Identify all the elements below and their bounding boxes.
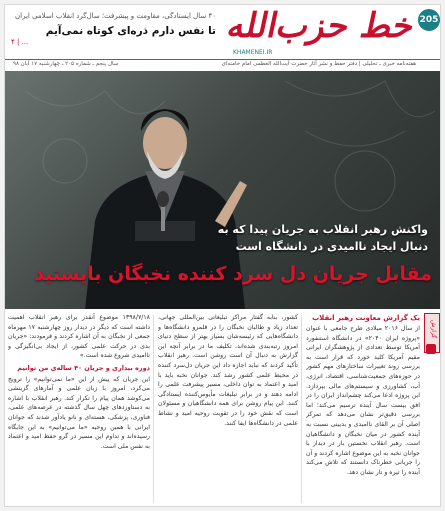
meta-publisher: هفته‌نامه خبری ـ تحلیلی | دفتر حفظ و نشر آثار حضرت آیت‌الله العظمی امام خامنه‌ای	[221, 61, 416, 67]
column-divider	[153, 315, 154, 503]
section-label-text: گزارش	[430, 320, 437, 339]
lead-photo	[5, 71, 441, 309]
column-3-text: ۱۳۹۸/۷/۱۸ موضوع آنقدر برای رهبر انقلاب اهمیت داشته است که دیگر در دیدار روز چهارشنبه ۱۷ مهرماه جمعی از نخبگان به آن اشاره کردند و فرمودند: «جریان بدی در حرکت علمی کشور، از ایجاد بی‌انگیزگی و ناامیدی شروع شده است.»	[8, 314, 150, 360]
article-body	[5, 311, 441, 507]
column-1-heading: یک گزارش معاونت رهبر انقلاب	[312, 314, 420, 322]
issue-number-badge: 205	[418, 9, 440, 31]
teaser-page-ref: ۴ | ...	[11, 38, 29, 46]
meta-bar	[5, 59, 441, 69]
site-url: KHAMENEI.IR	[233, 49, 273, 56]
section-label	[424, 313, 440, 353]
column-3-subheading: دوره بیداری و جریان ۴۰ ساله‌ی من توانیم	[17, 363, 150, 372]
masthead	[5, 5, 441, 67]
column-3-text-2: این جریان که پیش از این «ما نمی‌توانیم» را ترویج می‌کرد، امروز با زبان علمی و آمارهای گزینشی می‌کوشد همان پیام را تکرار کند. رهبر انقلاب با اشاره به دستاوردهای چهل سال گذشته در عرصه‌های علمی، فناوری، پزشکی، هسته‌ای و نانو یادآور شدند که جوانان ایرانی با همین روحیه «ما می‌توانیم» به این جایگاه رسیده‌اند و تداوم این مسیر در گرو حفظ امید و اعتماد به نفس ملی است.	[8, 375, 150, 450]
column-2-text: کشور، بنابه گفتار مراکز تبلیغاتی بین‌المللی جهانی، تعداد زیاد و طالبان نخبگان را در قلمرو دانشگاه‌ها و دانشگاه‌هایی که رئیسه‌شان بسیار بهتر از سطح دنیای امروز رتبه‌بندی شده‌اند. تکلیف ما در برابر آنچه این گزارش به دنبال آن است روشن است. رهبر انقلاب تأکید کردند که نباید اجازه داد این جریان دل‌سرد کننده در محیط علمی کشور رشد کند. جوانان نخبه باید با امید و اعتماد به توان داخلی، مسیر پیشرفت علمی را ادامه دهند و در برابر تبلیغات مأیوس‌کننده ایستادگی کنند. این پیام روشن برای همه دانشگاهیان و مسئولان است که نقش خود را در تقویت روحیه امید و نشاط علمی در دانشگاه‌ها ایفا کنند.	[158, 314, 298, 427]
newspaper-page	[4, 4, 441, 507]
article-column-1	[306, 313, 420, 505]
column-1-text: از سال ۲۰۱۶ میلادی طرح جامعی با عنوان «پروژه ایران ۲۰۴۰» در دانشگاه استنفورد آمریکا توسط تعدادی از پژوهشگران ایرانی مقیم آمریکا کلید خورد که قرار است به بررسی روند تغییرات ساختارهای مهم کشور در حوزه‌های جمعیت‌شناسی، اقتصاد، انرژی، آب، کشاورزی و سیستم‌های مالی بپردازد. این پروژه ادعا می‌کند چشم‌انداز ایران را در افق بیست سال آینده ترسیم می‌کند؛ اما بررسی دقیق‌تر نشان می‌دهد که تمرکز اصلی آن بر القای ناامیدی و بدبینی نسبت به آینده کشور در میان نخبگان و دانشگاهیان است. رهبر انقلاب نخستین بار در دیدار با جوانان نخبه به این موضوع اشاره کردند و آن را جریانی خطرناک دانستند که تلاش می‌کند آینده را تیره و تار نشان دهد.	[306, 325, 420, 476]
article-column-3	[8, 313, 150, 505]
article-column-2	[158, 313, 298, 505]
publication-logo[interactable]	[219, 6, 419, 46]
meta-issue-date: سال پنجم ـ شماره ۲۰۵ ـ چهارشنبه ۱۷ آبان ۹۸	[13, 61, 119, 67]
top-teaser[interactable]	[11, 11, 216, 57]
main-headline[interactable]: مقابل جریان دل سرد کننده نخبگان بایستید	[34, 263, 432, 285]
teaser-title: تا نفس دارم ذره‌ای کوتاه نمی‌آیم	[45, 25, 216, 37]
teaser-kicker: ۴۰ سال ایستادگی، مقاومت و پیشرفت؛ سال‌گرد انقلاب اسلامی ایران	[15, 12, 216, 20]
logo-text: خط حزب‌الله	[223, 6, 419, 46]
headline-kicker: واکنش رهبر انقلاب به جریان پیدا که به دنبال ایجاد ناامیدی در دانشگاه است	[217, 223, 428, 253]
column-divider	[301, 315, 302, 503]
section-mark-icon	[426, 344, 436, 354]
